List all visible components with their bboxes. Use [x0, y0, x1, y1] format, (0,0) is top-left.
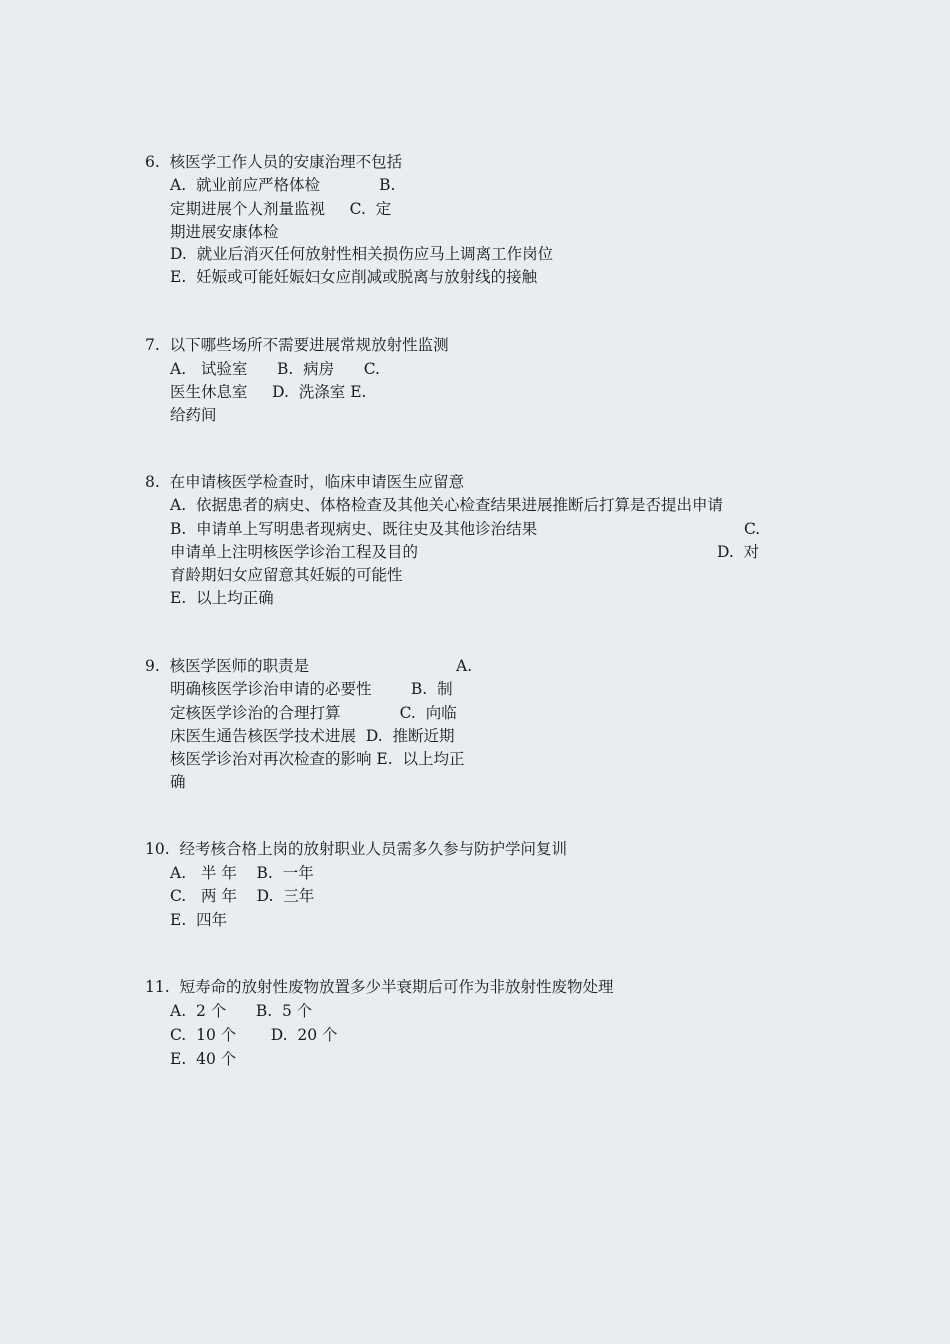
- question-9-line: 确: [170, 773, 186, 791]
- question-9-stem: 9. 核医学医师的职责是: [145, 657, 310, 675]
- question-9-line: 定核医学诊治的合理打算 C. 向临: [170, 704, 457, 722]
- question-8-stem: 8. 在申请核医学检查时，临床申请医生应留意: [145, 473, 465, 491]
- question-7-stem: 7. 以下哪些场所不需要进展常规放射性监测: [145, 336, 449, 354]
- question-8-line: E. 以上均正确: [170, 589, 274, 607]
- question-10-line: A. 半 年 B. 一年: [170, 864, 314, 882]
- question-8-line: 申请单上注明核医学诊治工程及目的: [170, 543, 419, 561]
- question-6-line: 定期进展个人剂量监视 C. 定: [170, 200, 392, 218]
- question-10-stem: 10. 经考核合格上岗的放射职业人员需多久参与防护学问复训: [145, 840, 568, 858]
- question-8-line: C.: [744, 520, 761, 538]
- question-6-line: D. 就业后消灭任何放射性相关损伤应马上调离工作岗位: [170, 245, 554, 263]
- question-7-line: 给药间: [170, 406, 217, 424]
- question-11-stem: 11. 短寿命的放射性废物放置多少半衰期后可作为非放射性废物处理: [145, 978, 614, 996]
- question-11-line: E. 40 个: [170, 1050, 237, 1068]
- question-9-line: 床医生通告核医学技术进展 D. 推断近期: [170, 727, 455, 745]
- question-10-line: E. 四年: [170, 911, 228, 929]
- question-6-line: E. 妊娠或可能妊娠妇女应削减或脱离与放射线的接触: [170, 268, 538, 286]
- question-6-stem: 6. 核医学工作人员的安康治理不包括: [145, 153, 403, 171]
- question-8-line: D. 对: [717, 543, 760, 561]
- question-11-line: A. 2 个 B. 5 个: [170, 1002, 313, 1020]
- question-9-line: 核医学诊治对再次检查的影响 E. 以上均正: [170, 750, 465, 768]
- question-8-line: 育龄期妇女应留意其妊娠的可能性: [170, 566, 403, 584]
- question-9-line: A.: [456, 657, 473, 675]
- question-7-line: A. 试验室 B. 病房 C.: [170, 360, 380, 378]
- question-7-line: 医生休息室 D. 洗涤室 E.: [170, 383, 367, 401]
- question-9-line: 明确核医学诊治申请的必要性 B. 制: [170, 680, 453, 698]
- question-6-line: A. 就业前应严格体检 B.: [170, 176, 396, 194]
- question-6-line: 期进展安康体检: [170, 223, 279, 241]
- question-11-line: C. 10 个 D. 20 个: [170, 1026, 338, 1044]
- question-10-line: C. 两 年 D. 三年: [170, 887, 315, 905]
- question-8-line: B. 申请单上写明患者现病史、既往史及其他诊治结果: [170, 520, 538, 538]
- question-8-line: A. 依据患者的病史、体格检查及其他关心检查结果进展推断后打算是否提出申请: [170, 496, 723, 514]
